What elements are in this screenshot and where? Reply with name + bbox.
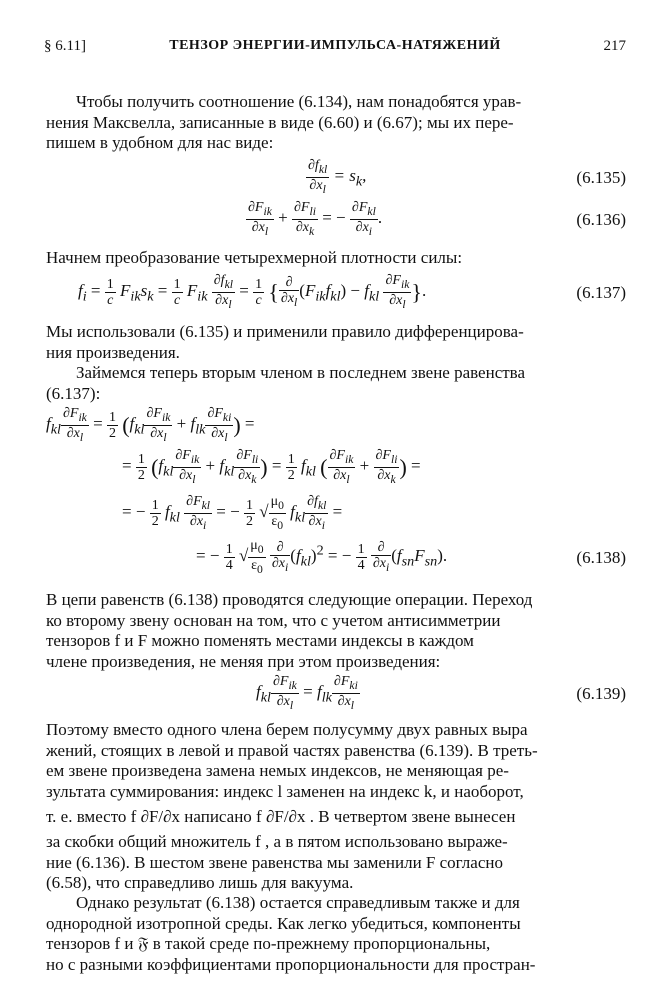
text-line: члене произведения, не меняя при этом произведения: [46, 651, 441, 671]
text-line: ния произведения. [46, 342, 180, 362]
equation-number: (6.136) [576, 210, 626, 229]
text-line: жений, стоящих в левой и правой частях равенства (6.139). В треть- [46, 740, 538, 760]
equation-6-136: $\partial F_{ik}$ $\partial x_l$ + $\partial F_{li}$ $\partial x_k$ = − $\partial F_{kl}$ $\partial x_i$ . (6.136) [248, 200, 626, 238]
equation-6-138-line1: $f_{kl}$ $\partial F_{ik}$ $\partial x_l$ = $\frac{1}{2}$ ($f_{kl}$ $\partial F_{ik}$ $\partial x_l$ + $f_{lk}$ $\partial F_{ki}$ $\partial x_l$ ) = [46, 406, 255, 444]
paragraph-2 [46, 248, 626, 269]
equation-6-139: $f_{kl}$ $\partial F_{ik}$ $\partial x_l$ = $f_{lk}$ $\partial F_{ki}$ $\partial x_l$ (6.139) [256, 674, 626, 712]
text-line: тензоров f и F можно поменять местами индексы в каждом [46, 631, 474, 650]
paragraph-1 [46, 92, 626, 154]
text-line: (6.58), что справедливо лишь для вакуума. [46, 873, 354, 892]
equation-6-138-line3: = − $\frac{1}{2}$ $f_{kl}$ $\partial F_{kl}$ $\partial x_i$ = − $\frac{1}{2}$ √ $\frac{\mu_0}{\varepsilon_0}$ $f_{kl}$ $\partial f_{kl}$ $\partial x_i$ = [122, 494, 343, 532]
paragraph-7 [46, 893, 626, 975]
text-line: (6.137): [46, 383, 101, 403]
equation-6-138-line2: = $\frac{1}{2}$ ($f_{kl}$ $\partial F_{ik}$ $\partial x_l$ + $f_{kl}$ $\partial F_{li}$ $\partial x_k$ ) = $\frac{1}{2}$ $f_{kl}$ ( $\partial F_{ik}$ $\partial x_l$ + $\partial F_{li}$ $\partial x_k$ ) = [122, 448, 421, 486]
paragraph-4 [46, 363, 626, 404]
text-line: ко второму звену основан на том, что с учетом антисимметрии [46, 610, 501, 630]
text-line: ем звене произведена замена немых индексов, не меняющая ре- [46, 761, 509, 780]
equation-6-135: $\partial f_{kl}$ $\partial x_l$ = $s_k$, (6.135) [308, 158, 626, 196]
running-title: ТЕНЗОР ЭНЕРГИИ-ИМПУЛЬСА-НАТЯЖЕНИЙ [169, 38, 501, 53]
text-line: но с разными коэффициентами пропорциональности для простран- [46, 954, 536, 974]
text-line: Поэтому вместо одного члена берем полусумму двух равных выра [46, 720, 528, 739]
text-line: Займемся теперь вторым членом в последнем звене равенства [76, 363, 526, 382]
text-line: ние (6.136). В шестом звене равенства мы заменили F согласно [46, 852, 503, 872]
text-line: пишем в удобном для нас виде: [46, 133, 274, 152]
text-line: Чтобы получить соотношение (6.134), нам понадобятся урав- [76, 92, 522, 111]
text-line: за скобки общий множитель f , а в пятом использовано выраже- [46, 832, 508, 851]
equation-6-138-line4: = − $\frac{1}{4}$ √ $\frac{\mu_0}{\varepsilon_0}$ ∂ $\partial x_i$ $(f_{kl})^2$ = − $\frac{1}{4}$ ∂ $\partial x_i$ $(f_{sn}F_{sn})$. (6.138) [196, 538, 626, 576]
text-line: тензоров f и 𝔉 в такой среде по-прежнему пропорциональны, [46, 934, 491, 953]
text-line: Однако результат (6.138) остается справедливым также и для [76, 893, 520, 912]
equation-number: (6.139) [576, 684, 626, 703]
text-line: т. е. вместо f ∂F/∂x написано f ∂F/∂x . В четвертом звене вынесен [46, 807, 516, 826]
equation-6-137: $f_i$ = $\frac{1}{c}$ $F_{ik}s_k$ = $\frac{1}{c}$ $F_{ik}$ $\partial f_{kl}$ $\partial x_l$ = $\frac{1}{c}$ { ∂ $\partial x_l$ $(F_{ik}f_{kl}) - f_{kl}$ $\partial F_{ik}$ $\partial x_l$ }. (6.137) [78, 273, 626, 311]
text-line: зультата суммирования: индекс l заменен на индекс k, и наоборот, [46, 781, 524, 801]
section-ref: § 6.11] [44, 38, 86, 54]
text-line: В цепи равенств (6.138) проводятся следующие операции. Переход [46, 590, 533, 609]
text-line: нения Максвелла, записанные в виде (6.60) и (6.67); мы их пере- [46, 112, 514, 132]
page-number: 217 [603, 38, 626, 54]
paragraph-3 [46, 322, 626, 363]
equation-number: (6.135) [576, 168, 626, 187]
paragraph-5 [46, 590, 626, 672]
running-header [44, 38, 626, 58]
equation-number: (6.137) [576, 283, 626, 302]
paragraph-6 [46, 720, 626, 894]
equation-number: (6.138) [576, 548, 626, 567]
text-line: однородной изотропной среды. Как легко убедиться, компоненты [46, 913, 521, 933]
text-line: Мы использовали (6.135) и применили правило дифференцирова- [46, 322, 524, 341]
text-line: Начнем преобразование четырехмерной плотности силы: [46, 248, 463, 267]
